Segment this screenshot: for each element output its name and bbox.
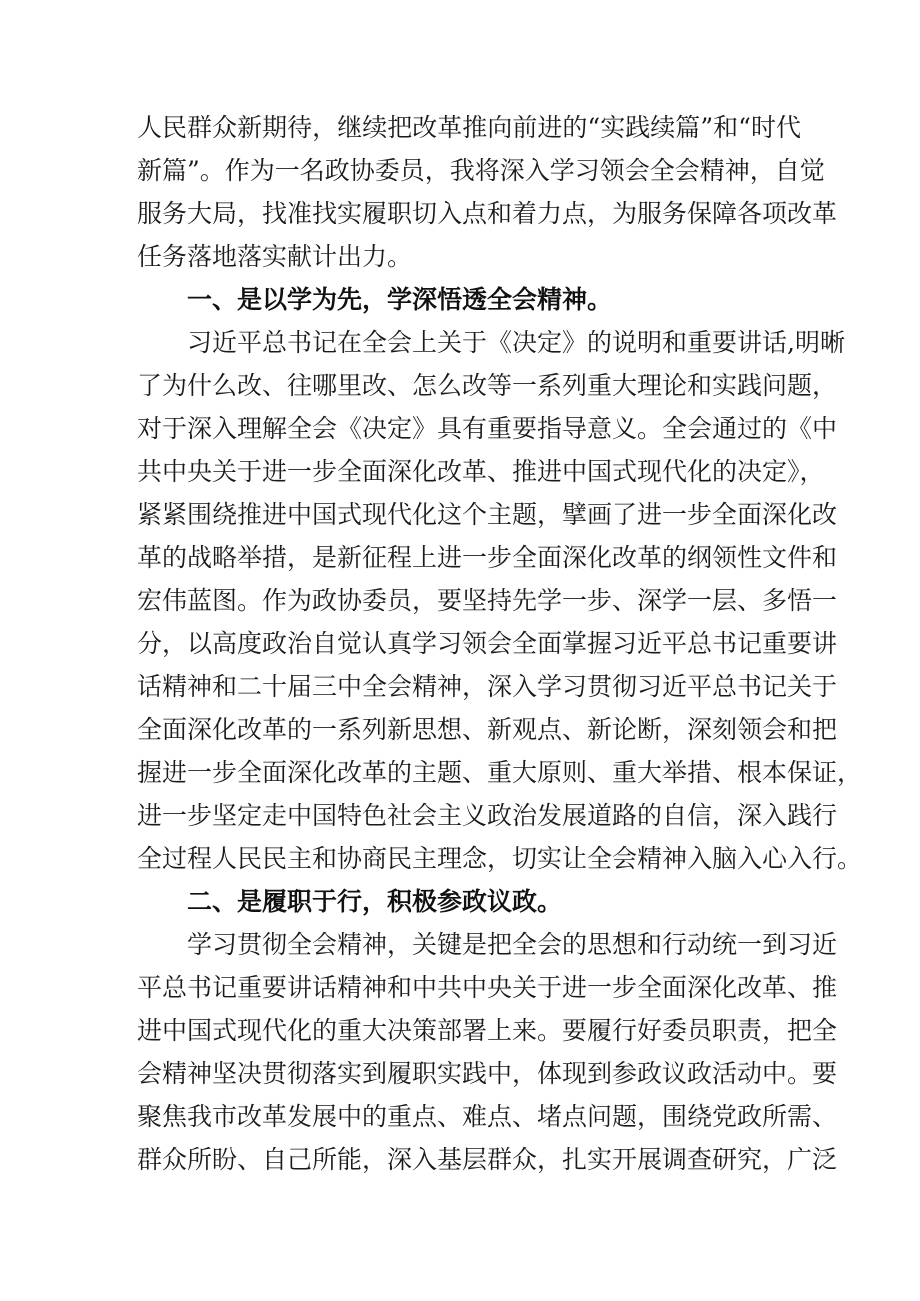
paragraph-line: 群众所盼、自己所能，深入基层群众，扎实开展调查研究，广泛: [137, 1145, 838, 1174]
paragraph-line: 对于深入理解全会《决定》具有重要指导意义。全会通过的《中: [137, 414, 838, 443]
paragraph-line: 平总书记重要讲话精神和中共中央关于进一步全面深化改革、推: [137, 973, 838, 1002]
section-heading-2: 二、是履职于行，积极参政议政。: [187, 887, 563, 916]
paragraph-line: 共中央关于进一步全面深化改革、推进中国式现代化的决定》，: [137, 457, 825, 486]
paragraph-line: 服务大局，找准找实履职切入点和着力点，为服务保障各项改革: [137, 199, 838, 228]
paragraph-line: 革的战略举措，是新征程上进一步全面深化改革的纲领性文件和: [137, 543, 838, 572]
paragraph-line: 全面深化改革的一系列新思想、新观点、新论断，深刻领会和把: [137, 715, 838, 744]
document-body: [137, 106, 863, 1181]
paragraph-line: 进中国式现代化的重大决策部署上来。要履行好委员职责，把全: [137, 1016, 838, 1045]
paragraph-line: 任务落地落实献计出力。: [137, 242, 413, 271]
section-heading-1: 一、是以学为先，学深悟透全会精神。: [187, 285, 613, 314]
paragraph-line: 话精神和二十届三中全会精神，深入学习贯彻习近平总书记关于: [137, 672, 838, 701]
paragraph-line: 聚焦我市改革发展中的重点、难点、堵点问题，围绕党政所需、: [137, 1102, 838, 1131]
paragraph-line: 习近平总书记在全会上关于《决定》的说明和重要讲话,明晰: [187, 328, 845, 357]
paragraph-line: 全过程人民民主和协商民主理念，切实让全会精神入脑入心入行。: [137, 844, 863, 873]
paragraph-line: 新篇”。作为一名政协委员，我将深入学习领会全会精神，自觉: [137, 156, 825, 185]
paragraph-line: 分，以高度政治自觉认真学习领会全面掌握习近平总书记重要讲: [137, 629, 838, 658]
paragraph-line: 了为什么改、往哪里改、怎么改等一系列重大理论和实践问题，: [137, 371, 838, 400]
paragraph-line: 人民群众新期待，继续把改革推向前进的“实践续篇”和“时代: [137, 113, 801, 142]
paragraph-line: 紧紧围绕推进中国式现代化这个主题，擘画了进一步全面深化改: [137, 500, 838, 529]
paragraph-line: 会精神坚决贯彻落实到履职实践中，体现到参政议政活动中。要: [137, 1059, 838, 1088]
paragraph-line: 学习贯彻全会精神，关键是把全会的思想和行动统一到习近: [187, 930, 838, 959]
paragraph-line: 宏伟蓝图。作为政协委员，要坚持先学一步、深学一层、多悟一: [137, 586, 838, 615]
paragraph-line: 进一步坚定走中国特色社会主义政治发展道路的自信，深入践行: [137, 801, 838, 830]
paragraph-line: 握进一步全面深化改革的主题、重大原则、重大举措、根本保证，: [137, 758, 863, 787]
